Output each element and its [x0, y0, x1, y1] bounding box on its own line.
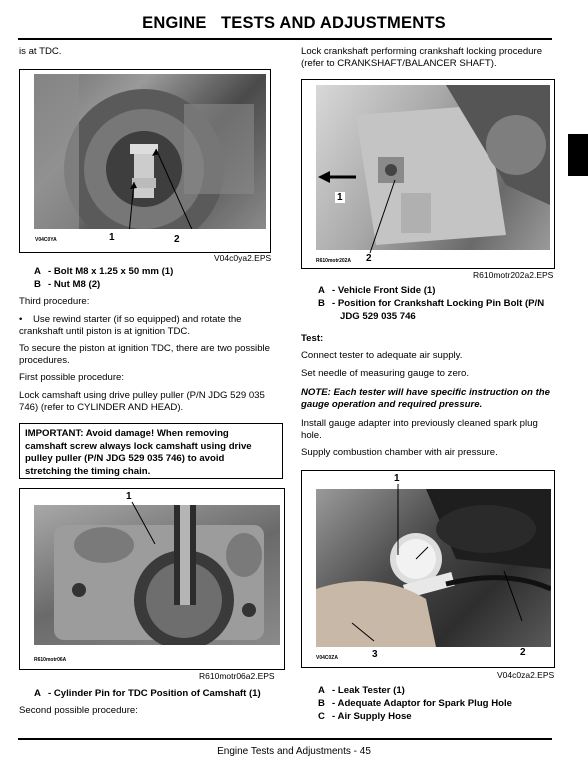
legend-item-b: B - Adequate Adaptor for Spark Plug Hole	[318, 698, 512, 709]
figure-id: V04C0YA	[35, 237, 57, 243]
callout-2: 2	[366, 253, 372, 264]
legend-item-b: B - Position for Crankshaft Locking Pin Bolt (P/N JDG 529 035 746	[318, 298, 545, 322]
figure-caption: R610motr06a2.EPS	[199, 671, 275, 681]
paragraph-supply-air: Supply combustion chamber with air pressure.	[301, 447, 498, 458]
bullet-text-line2: crankshaft until piston is at ignition TDC.	[19, 326, 190, 337]
paragraph-secure-line2: procedures.	[19, 355, 70, 366]
legend-item-a: A - Vehicle Front Side (1)	[318, 285, 436, 296]
paragraph-install-adapter-line2: hole.	[301, 430, 322, 441]
figure-caption: V04c0za2.EPS	[497, 670, 555, 680]
photo-bolt-nut	[34, 74, 266, 229]
callout-line	[20, 489, 284, 669]
callout-line	[302, 471, 554, 667]
legend-item-b: B - Nut M8 (2)	[34, 279, 101, 290]
paragraph-secure-line1: To secure the piston at ignition TDC, there are two possible	[19, 343, 270, 354]
important-warning-box	[19, 423, 283, 479]
figure-id: R610motr06A	[34, 657, 67, 663]
figure-leak-tester	[301, 470, 555, 668]
bullet-marker: •	[19, 314, 23, 325]
paragraph-lock-crankshaft-line1: Lock crankshaft performing crankshaft locking procedure	[301, 46, 543, 57]
callout-2: 2	[520, 647, 526, 658]
callout-1: 1	[109, 232, 115, 243]
paragraph-set-needle: Set needle of measuring gauge to zero.	[301, 368, 470, 379]
paragraph-tdc: is at TDC.	[19, 46, 62, 57]
footer-rule	[18, 738, 552, 740]
note-line1: NOTE: Each tester will have specific instruction on the	[301, 387, 550, 398]
paragraph-install-adapter-line1: Install gauge adapter into previously cleaned spark plug	[301, 418, 538, 429]
paragraph-third-procedure: Third procedure:	[19, 296, 90, 307]
warning-line: camshaft screw always lock camshaft using drive	[25, 440, 252, 452]
legend-item-a: A - Bolt M8 x 1.25 x 50 mm (1)	[34, 266, 174, 277]
paragraph-lock-crankshaft-line2: (refer to CRANKSHAFT/BALANCER SHAFT).	[301, 58, 497, 69]
callout-2: 2	[174, 234, 180, 245]
legend-item-a: A - Cylinder Pin for TDC Position of Camshaft (1)	[34, 688, 261, 699]
figure-cylinder-pin	[19, 488, 285, 670]
figure-id: R610motr202A	[316, 258, 352, 264]
callout-1: 1	[394, 473, 400, 484]
figure-id: V04C0ZA	[316, 655, 338, 661]
bullet-text-line1: Use rewind starter (if so equipped) and rotate the	[33, 314, 242, 325]
figure-bolt-nut	[19, 69, 271, 253]
legend-item-a: A - Leak Tester (1)	[318, 685, 405, 696]
page-footer: Engine Tests and Adjustments - 45	[217, 746, 371, 757]
callout-1: 1	[337, 192, 343, 203]
warning-line: IMPORTANT: Avoid damage! When removing	[25, 428, 229, 439]
callout-line	[302, 80, 554, 268]
test-heading: Test:	[301, 333, 324, 344]
figure-caption: V04c0ya2.EPS	[214, 253, 272, 263]
paragraph-lock-camshaft-line1: Lock camshaft using drive pulley puller (P/N JDG 529 035	[19, 390, 265, 401]
note-line2: gauge operation and required pressure.	[301, 399, 483, 410]
callout-1: 1	[126, 491, 132, 502]
figure-caption: R610motr202a2.EPS	[473, 270, 554, 280]
paragraph-lock-camshaft-line2: 746) (refer to CYLINDER AND HEAD).	[19, 402, 184, 413]
legend-item-c: C - Air Supply Hose	[318, 711, 412, 722]
paragraph-second-procedure: Second possible procedure:	[19, 705, 138, 716]
header-rule	[18, 38, 552, 40]
warning-line: stretching the timing chain.	[25, 465, 151, 477]
page-header-title: ENGINE TESTS AND ADJUSTMENTS	[142, 14, 446, 32]
callout-3: 3	[372, 649, 378, 660]
figure-crankshaft-locking	[301, 79, 555, 269]
section-thumb-tab	[568, 134, 588, 176]
paragraph-first-procedure: First possible procedure:	[19, 372, 125, 383]
paragraph-connect-tester: Connect tester to adequate air supply.	[301, 350, 463, 361]
photo-bolt-nut-drawing	[34, 74, 266, 229]
warning-line: pulley puller (P/N JDG 529 035 746) to avoid	[25, 453, 225, 464]
